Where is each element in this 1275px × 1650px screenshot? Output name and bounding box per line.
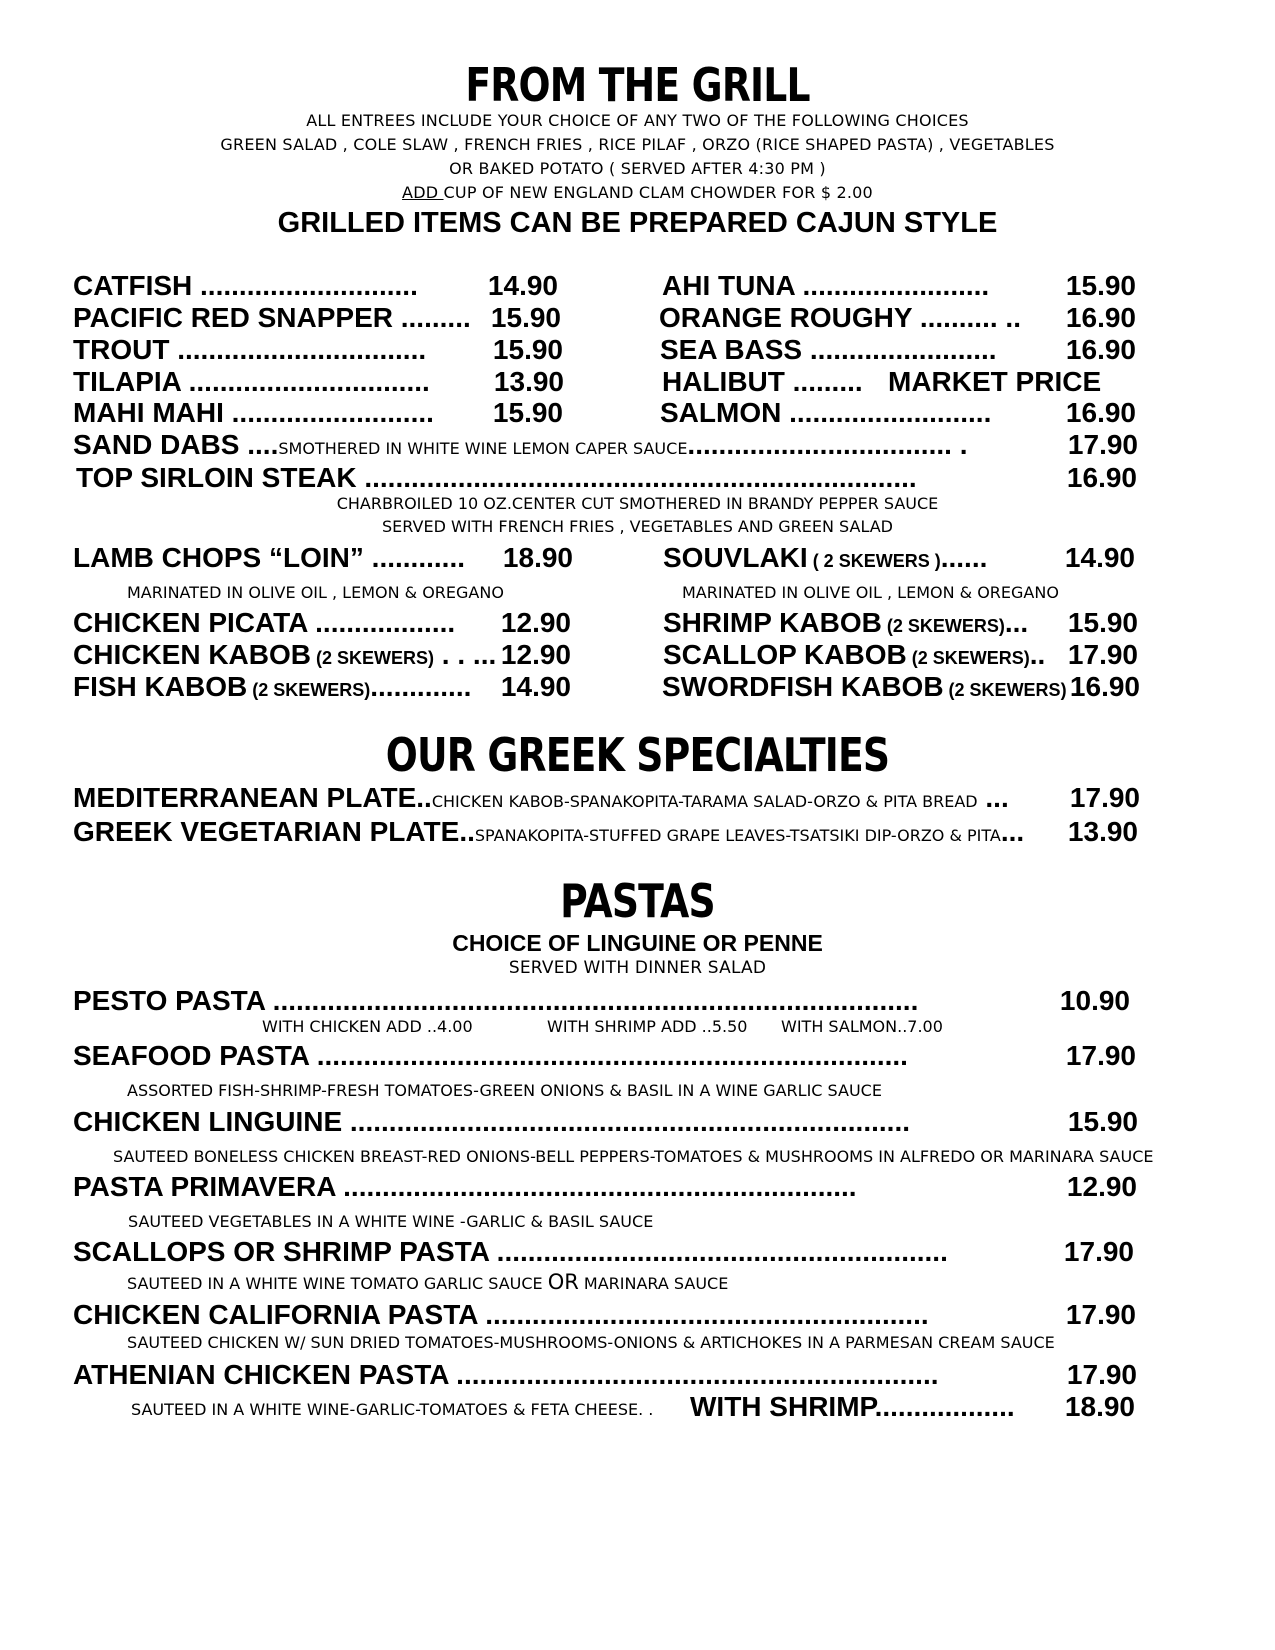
primavera-desc: SAUTEED VEGETABLES IN A WHITE WINE -GARLIC & BASIL SAUCE [128,1212,654,1231]
price-snapper: 15.90 [490,302,561,333]
fish-kabob-dots: ............. [370,671,472,702]
menu-item-trout: TROUT ................................ [73,334,427,365]
chicken-kabob-name: CHICKEN KABOB [73,639,311,670]
fish-kabob-qual: (2 SKEWERS) [247,680,371,700]
price-greek-vegetarian: 13.90 [1067,816,1138,847]
souvlaki-desc: MARINATED IN OLIVE OIL , LEMON & OREGANO [682,583,1059,602]
shrimp-kabob-qual: (2 SKEWERS) [881,616,1005,636]
add-text: CUP OF NEW ENGLAND CLAM CHOWDER FOR $ 2.00 [443,183,873,202]
pesto-add-shrimp: WITH SHRIMP ADD ..5.50 [547,1017,748,1036]
menu-item-sea-bass: SEA BASS ........................ [660,334,997,365]
price-salmon: 16.90 [1065,397,1136,428]
menu-item-sirloin: TOP SIRLOIN STEAK ....................................................................... [76,462,917,493]
mediterranean-desc: CHICKEN KABOB-SPANAKOPITA-TARAMA SALAD-ORZO & PITA BREAD [431,792,978,811]
scallops-desc [127,1270,728,1294]
price-fish-kabob: 14.90 [500,671,571,702]
scallops-desc-2: MARINARA SAUCE [578,1274,729,1293]
price-ahi-tuna: 15.90 [1065,270,1136,301]
sand-dabs-name: SAND DABS .... [73,429,279,460]
menu-item-catfish: CATFISH ............................ [73,270,418,301]
menu-item-sand-dabs [73,429,967,461]
price-shrimp-kabob: 15.90 [1067,607,1138,638]
vegetarian-name: GREEK VEGETARIAN PLATE.. [73,816,475,847]
price-lamb-chops: 18.90 [502,542,573,573]
menu-item-snapper: PACIFIC RED SNAPPER ......... [73,302,471,333]
scallop-kabob-dots: .. [1029,639,1046,670]
price-sea-bass: 16.90 [1065,334,1136,365]
price-orange-roughy: 16.90 [1065,302,1136,333]
menu-item-orange-roughy: ORANGE ROUGHY .......... .. [659,302,1021,333]
fish-kabob-name: FISH KABOB [73,671,248,702]
price-seafood-pasta: 17.90 [1065,1040,1136,1071]
grill-note-2: GREEN SALAD , COLE SLAW , FRENCH FRIES , RICE PILAF , ORZO (RICE SHAPED PASTA) , VEGETABLES [220,135,1055,154]
scallops-desc-or: OR [547,1270,579,1294]
price-catfish: 14.90 [487,270,558,301]
menu-item-souvlaki [663,542,987,574]
add-label: ADD [402,183,444,202]
price-tilapia: 13.90 [493,366,564,397]
vegetarian-dots: ... [1000,816,1025,847]
swordfish-kabob-qual: (2 SKEWERS) [943,680,1067,700]
mediterranean-dots: ... [977,782,1009,813]
menu-item-chicken-picata [73,607,455,639]
greek-title: OUR GREEK SPECIALTIES [385,728,890,782]
price-souvlaki: 14.90 [1064,542,1135,573]
scallop-kabob-name: SCALLOP KABOB [663,639,907,670]
menu-item-tilapia: TILAPIA ............................... [73,366,430,397]
pesto-add-chicken: WITH CHICKEN ADD ..4.00 [262,1017,473,1036]
menu-item-pasta-primavera: PASTA PRIMAVERA .................................................................. [73,1171,857,1202]
menu-item-seafood-pasta: SEAFOOD PASTA ............................................................................ [73,1040,908,1071]
souvlaki-name: SOUVLAKI [663,542,808,573]
shrimp-kabob-name: SHRIMP KABOB [663,607,882,638]
souvlaki-dots: ...... [940,542,988,573]
souvlaki-qual: ( 2 SKEWERS ) [807,551,941,571]
chicken-kabob-dots: . . ... [434,639,497,670]
price-sirloin: 16.90 [1066,462,1137,493]
menu-item-mediterranean-plate [73,782,1009,814]
price-chicken-linguine: 15.90 [1067,1106,1138,1137]
sirloin-desc-2: SERVED WITH FRENCH FRIES , VEGETABLES AND GREEN SALAD [382,517,893,536]
menu-item-fish-kabob [73,671,471,703]
pastas-title: PASTAS [560,874,715,928]
price-scallops-shrimp-pasta: 17.90 [1063,1236,1134,1267]
mediterranean-name: MEDITERRANEAN PLATE.. [73,782,432,813]
chicken-kabob-qual: (2 SKEWERS) [311,648,435,668]
menu-item-salmon: SALMON .......................... [660,397,992,428]
shrimp-kabob-dots: ... [1004,607,1029,638]
price-chicken-picata: 12.90 [500,607,571,638]
price-pasta-primavera: 12.90 [1066,1171,1137,1202]
menu-item-pesto-pasta: PESTO PASTA ................................................................................... [73,985,919,1016]
menu-item-halibut: HALIBUT ......... [662,366,863,397]
menu-item-ahi-tuna: AHI TUNA ........................ [662,270,990,301]
grill-note-add [0,183,1275,202]
sand-dabs-desc: SMOTHERED IN WHITE WINE LEMON CAPER SAUCE [278,439,688,458]
vegetarian-desc: SPANAKOPITA-STUFFED GRAPE LEAVES-TSATSIKI DIP-ORZO & PITA [474,826,1001,845]
grill-note-3: OR BAKED POTATO ( SERVED AFTER 4:30 PM ) [449,159,826,178]
menu-item-scallops-shrimp-pasta: SCALLOPS OR SHRIMP PASTA .......................................................... [73,1236,948,1267]
menu-item-chicken-kabob [73,639,496,671]
menu-item-athenian-chicken: ATHENIAN CHICKEN PASTA .............................................................. [73,1359,939,1390]
price-pesto-pasta: 10.90 [1059,985,1130,1016]
menu-item-greek-vegetarian [73,816,1024,848]
athenian-extra-dot: . [643,1400,654,1419]
price-trout: 15.90 [492,334,563,365]
sand-dabs-dots: .................................. . [687,429,968,460]
athenian-desc [131,1400,653,1419]
price-chicken-california: 17.90 [1065,1299,1136,1330]
price-swordfish-kabob: 16.90 [1069,671,1140,702]
price-scallop-kabob: 17.90 [1067,639,1138,670]
price-athenian-chicken: 17.90 [1066,1359,1137,1390]
lamb-desc: MARINATED IN OLIVE OIL , LEMON & OREGANO [127,583,504,602]
menu-item-shrimp-kabob [663,607,1028,639]
swordfish-kabob-name: SWORDFISH KABOB [662,671,944,702]
pasta-choice: CHOICE OF LINGUINE OR PENNE [452,930,823,956]
cajun-note: GRILLED ITEMS CAN BE PREPARED CAJUN STYLE [277,207,998,239]
california-desc: SAUTEED CHICKEN W/ SUN DRIED TOMATOES-MUSHROOMS-ONIONS & ARTICHOKES IN A PARMESAN CREAM SAUCE [127,1333,1055,1352]
price-sand-dabs: 17.90 [1067,429,1138,460]
sirloin-desc-1: CHARBROILED 10 OZ.CENTER CUT SMOTHERED IN BRANDY PEPPER SAUCE [336,494,939,513]
menu-item-lamb-chops: LAMB CHOPS “LOIN” ............ [73,542,466,573]
grill-title: FROM THE GRILL [465,58,810,112]
seafood-desc: ASSORTED FISH-SHRIMP-FRESH TOMATOES-GREEN ONIONS & BASIL IN A WINE GARLIC SAUCE [127,1081,882,1100]
pesto-add-salmon: WITH SALMON..7.00 [781,1017,943,1036]
scallops-desc-1: SAUTEED IN A WHITE WINE TOMATO GARLIC SAUCE [127,1274,548,1293]
chicken-picata-name: CHICKEN PICATA .................. [73,607,456,638]
price-chicken-kabob: 12.90 [500,639,571,670]
athenian-with-shrimp: WITH SHRIMP.................. [690,1391,1015,1422]
menu-item-scallop-kabob [663,639,1045,671]
athenian-desc-text: SAUTEED IN A WHITE WINE-GARLIC-TOMATOES & FETA CHEESE. [131,1400,644,1419]
chicken-linguine-desc: SAUTEED BONELESS CHICKEN BREAST-RED ONIONS-BELL PEPPERS-TOMATOES & MUSHROOMS IN ALFREDO OR MARINARA SAUCE [113,1147,1154,1166]
price-halibut: MARKET PRICE [888,366,1102,397]
scallop-kabob-qual: (2 SKEWERS) [906,648,1030,668]
price-athenian-with-shrimp: 18.90 [1064,1391,1135,1422]
price-mediterranean-plate: 17.90 [1069,782,1140,813]
menu-item-chicken-linguine: CHICKEN LINGUINE ........................................................................ [73,1106,911,1137]
pasta-served: SERVED WITH DINNER SALAD [508,958,767,978]
price-mahi: 15.90 [492,397,563,428]
menu-item-mahi: MAHI MAHI .......................... [73,397,434,428]
menu-item-swordfish-kabob [662,671,1067,703]
menu-item-chicken-california: CHICKEN CALIFORNIA PASTA ......................................................... [73,1299,929,1330]
grill-note-1: ALL ENTREES INCLUDE YOUR CHOICE OF ANY TWO OF THE FOLLOWING CHOICES [306,111,969,130]
